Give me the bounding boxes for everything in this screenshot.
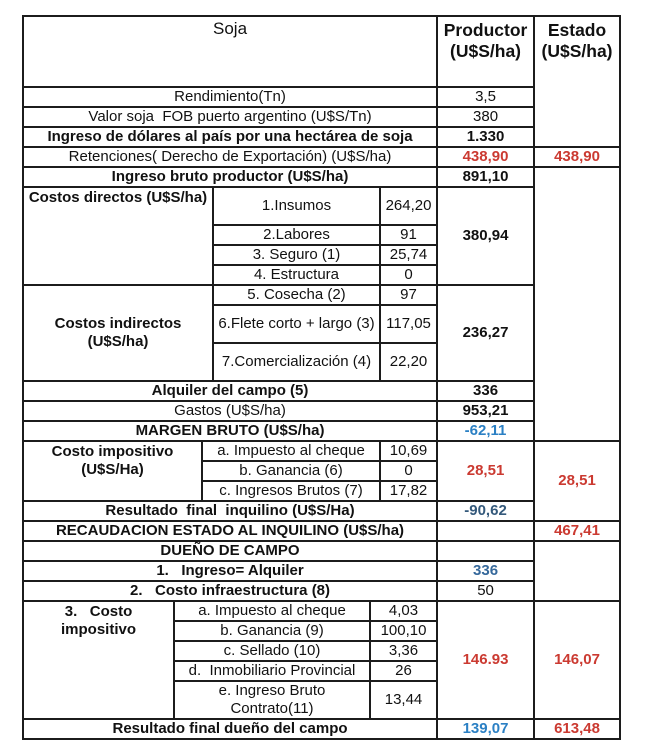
tax-item-label: d. Inmobiliario Provincial [174,661,370,681]
ingreso-bruto-productor-value: 891,10 [437,167,534,187]
ingreso-dolares-label: Ingreso de dólares al país por una hectárea de soja [23,127,437,147]
costos-indirectos-label: Costos indirectos (U$S/ha) [23,285,213,381]
tax-item-value: 3,36 [370,641,437,661]
costo-impositivo-dueno-productor-value: 146.93 [437,601,534,719]
costos-directos-productor-value: 380,94 [437,187,534,285]
dueno-section-header: DUEÑO DE CAMPO [23,541,437,561]
col-header-estado: Estado (U$S/ha) [534,16,620,147]
resultado-inquilino-label: Resultado final inquilino (U$S/Ha) [23,501,437,521]
costo-impositivo-dueno-estado-value: 146,07 [534,601,620,719]
cost-item-value: 117,05 [380,305,437,343]
tax-item-label: a. Impuesto al cheque [202,441,380,461]
alquiler-label: Alquiler del campo (5) [23,381,437,401]
tax-item-value: 17,82 [380,481,437,501]
table-title: Soja [23,16,437,87]
retenciones-estado-value: 438,90 [534,147,620,167]
tax-item-label: c. Ingresos Brutos (7) [202,481,380,501]
cost-item-value: 264,20 [380,187,437,225]
costos-indirectos-productor-value: 236,27 [437,285,534,381]
costo-impositivo-inquilino-productor-value: 28,51 [437,441,534,501]
resultado-inquilino-productor-value: -90,62 [437,501,534,521]
ingreso-bruto-productor-label: Ingreso bruto productor (U$S/ha) [23,167,437,187]
dueno-productor-empty-cell [437,541,534,561]
estado-empty-upper-cell [534,167,620,441]
resultado-dueno-productor-value: 139,07 [437,719,534,739]
tax-item-value: 10,69 [380,441,437,461]
recaudacion-estado-value: 467,41 [534,521,620,541]
tax-item-value: 26 [370,661,437,681]
cost-item-label: 4. Estructura [213,265,380,285]
tax-item-value: 13,44 [370,681,437,719]
tax-item-label: b. Ganancia (9) [174,621,370,641]
costo-infraestructura-label: 2. Costo infraestructura (8) [23,581,437,601]
alquiler-productor-value: 336 [437,381,534,401]
cost-item-value: 97 [380,285,437,305]
recaudacion-productor-empty-cell [437,521,534,541]
costo-infraestructura-productor-value: 50 [437,581,534,601]
cost-item-label: 1.Insumos [213,187,380,225]
valor-fob-productor-value: 380 [437,107,534,127]
tax-item-label: c. Sellado (10) [174,641,370,661]
cost-item-value: 91 [380,225,437,245]
tax-item-label: a. Impuesto al cheque [174,601,370,621]
col-header-productor: Productor (U$S/ha) [437,16,534,87]
rendimiento-productor-value: 3,5 [437,87,534,107]
costos-directos-label: Costos directos (U$S/ha) [23,187,213,285]
resultado-dueno-estado-value: 613,48 [534,719,620,739]
gastos-productor-value: 953,21 [437,401,534,421]
costo-impositivo-inquilino-label: Costo impositivo (U$S/Ha) [23,441,202,501]
costo-impositivo-dueno-label: 3. Costo impositivo [23,601,174,719]
valor-fob-label: Valor soja FOB puerto argentino (U$S/Tn) [23,107,437,127]
retenciones-productor-value: 438,90 [437,147,534,167]
cost-item-value: 22,20 [380,343,437,381]
margen-bruto-productor-value: -62,11 [437,421,534,441]
margen-bruto-label: MARGEN BRUTO (U$S/ha) [23,421,437,441]
cost-item-label: 3. Seguro (1) [213,245,380,265]
costo-impositivo-inquilino-estado-value: 28,51 [534,441,620,521]
cost-item-value: 25,74 [380,245,437,265]
tax-item-label: e. Ingreso Bruto Contrato(11) [174,681,370,719]
ingreso-dolares-productor-value: 1.330 [437,127,534,147]
rendimiento-label: Rendimiento(Tn) [23,87,437,107]
tax-item-value: 0 [380,461,437,481]
cost-item-label: 2.Labores [213,225,380,245]
cost-item-label: 5. Cosecha (2) [213,285,380,305]
cost-item-label: 6.Flete corto + largo (3) [213,305,380,343]
gastos-label: Gastos (U$S/ha) [23,401,437,421]
recaudacion-estado-label: RECAUDACION ESTADO AL INQUILINO (U$S/ha) [23,521,437,541]
cost-item-value: 0 [380,265,437,285]
tax-item-value: 4,03 [370,601,437,621]
estado-empty-dueno-cell [534,541,620,601]
tax-item-value: 100,10 [370,621,437,641]
ingreso-alquiler-label: 1. Ingreso= Alquiler [23,561,437,581]
tax-item-label: b. Ganancia (6) [202,461,380,481]
resultado-dueno-label: Resultado final dueño del campo [23,719,437,739]
retenciones-label: Retenciones( Derecho de Exportación) (U$S/ha) [23,147,437,167]
soja-cost-table [22,15,621,740]
ingreso-alquiler-productor-value: 336 [437,561,534,581]
cost-item-label: 7.Comercialización (4) [213,343,380,381]
